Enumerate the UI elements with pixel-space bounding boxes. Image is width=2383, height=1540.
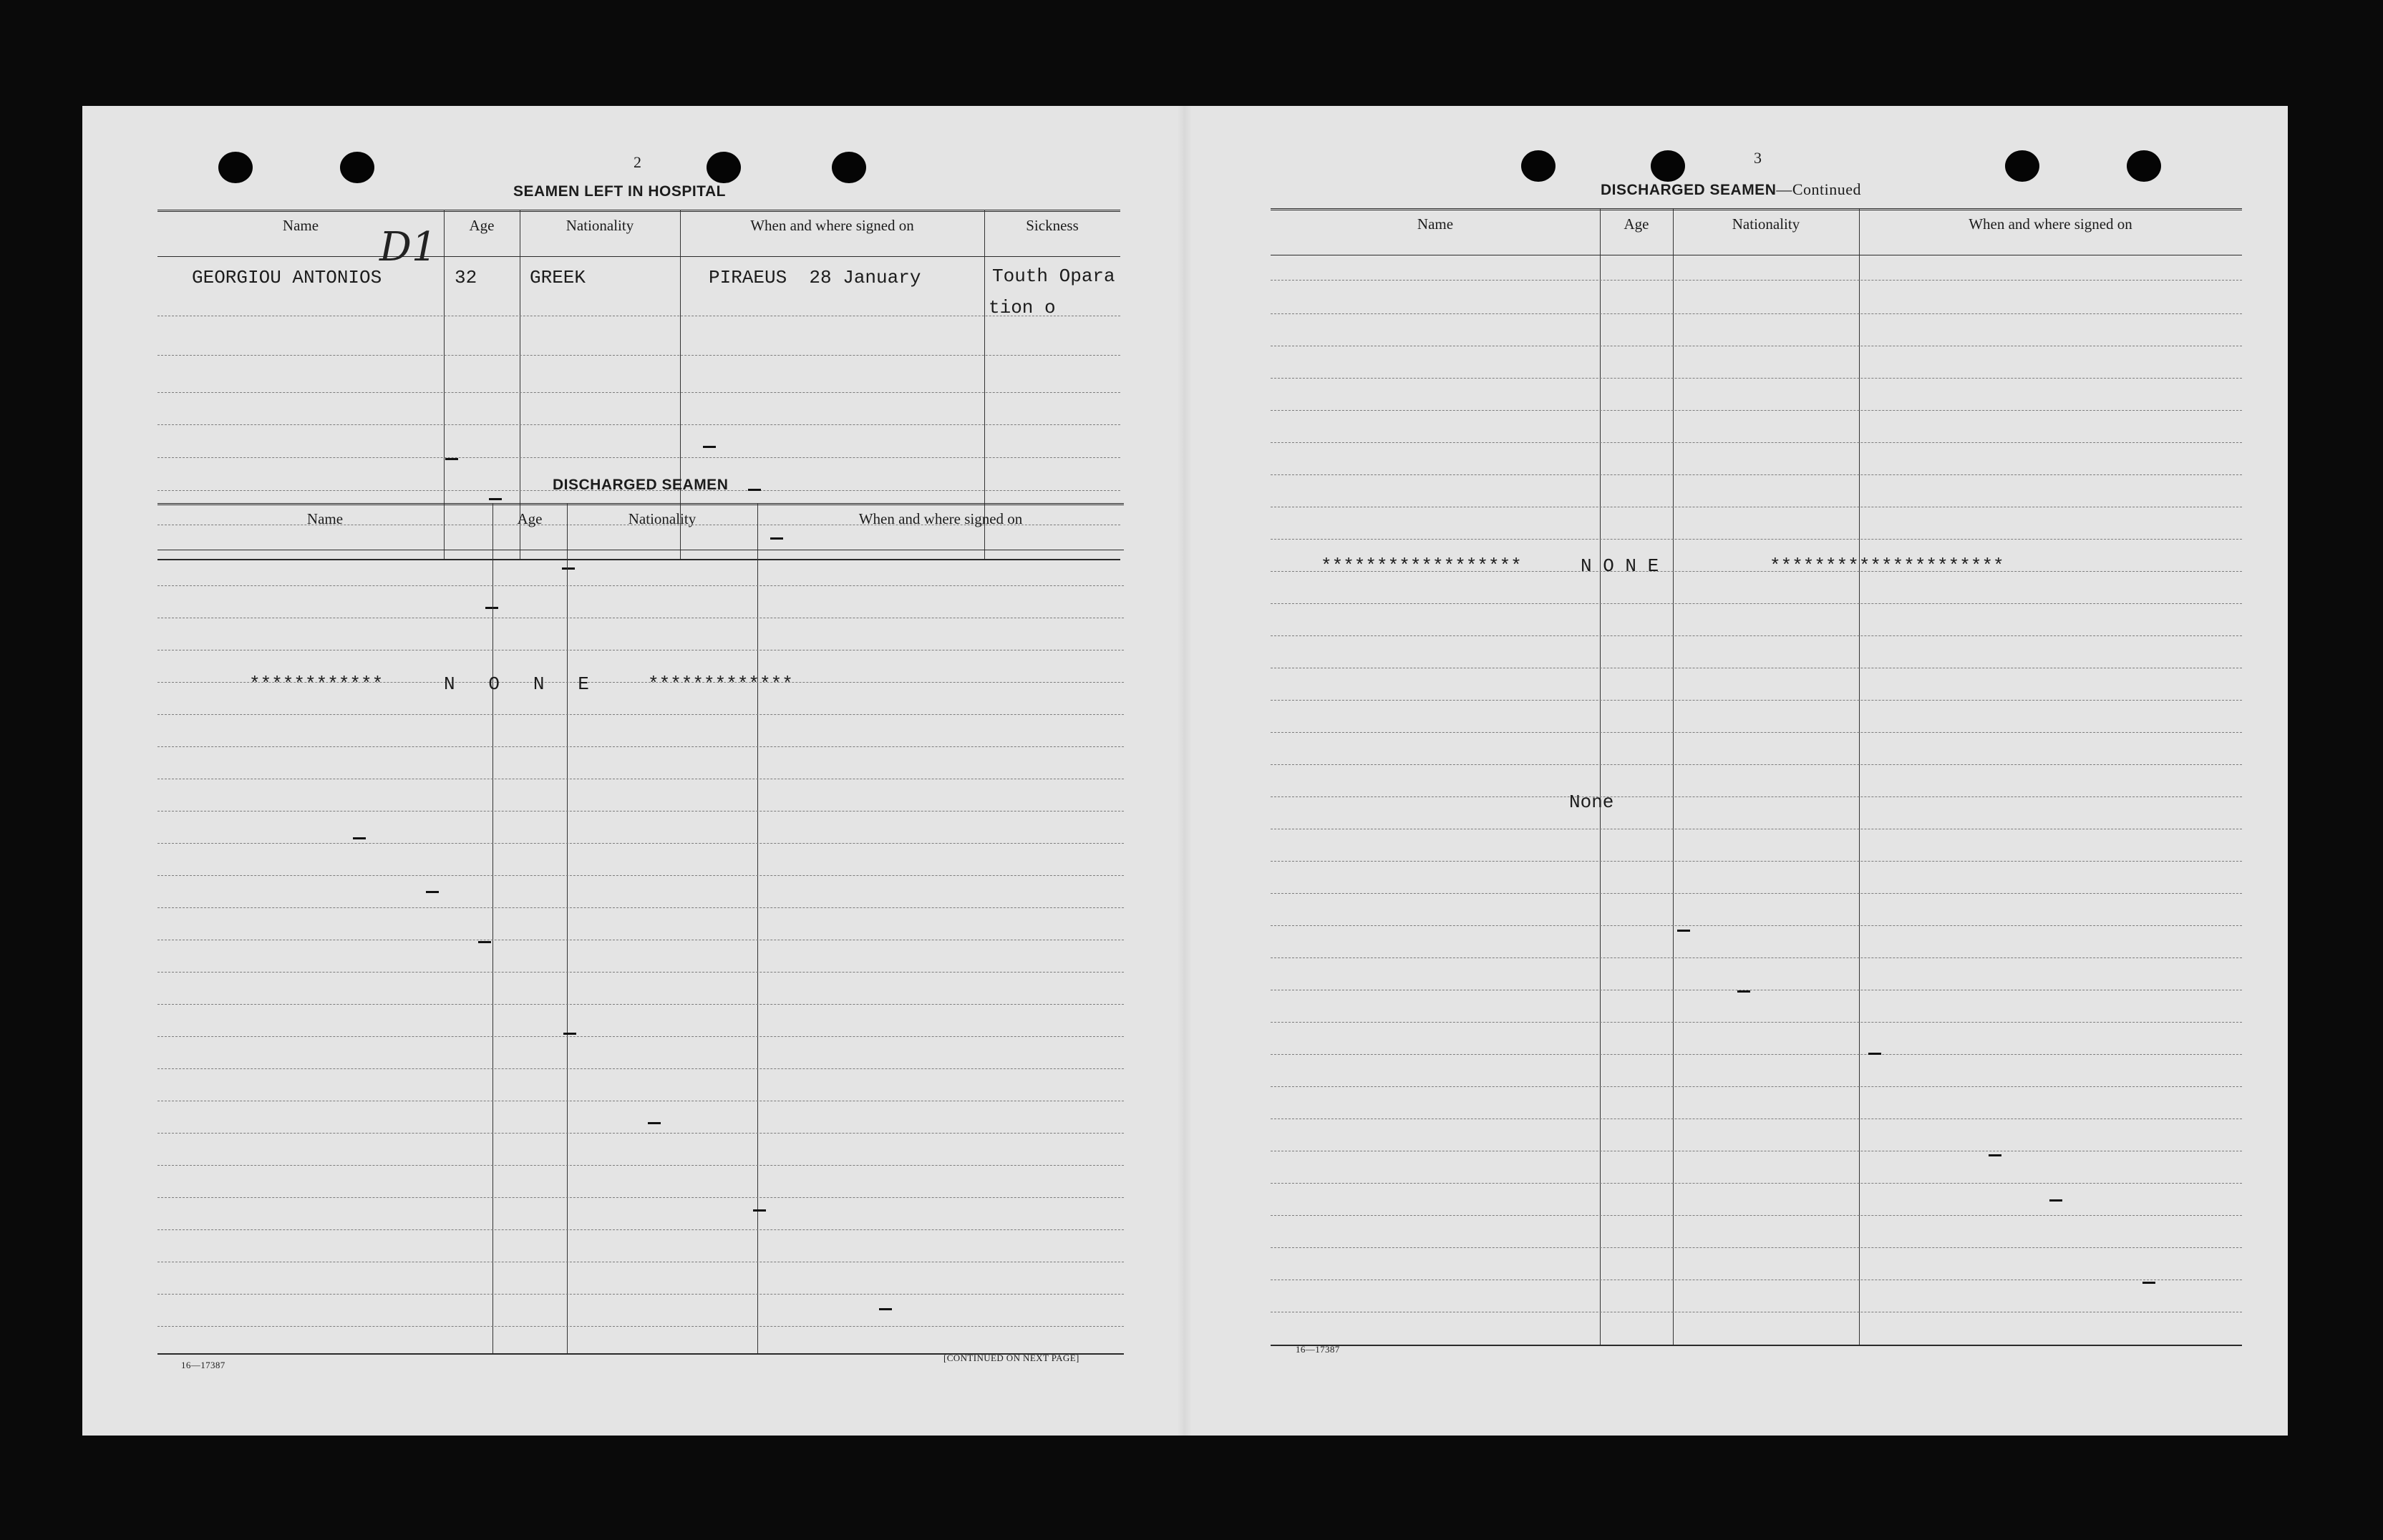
right-page (1185, 106, 2288, 1436)
discharged-section-title: DISCHARGED SEAMEN (553, 477, 729, 493)
punch-hole (1651, 150, 1685, 182)
header-signed-on: When and where signed on (1969, 215, 2132, 233)
header-name: Name (282, 217, 319, 234)
entry-nationality: GREEK (530, 267, 586, 288)
header-age: Age (517, 510, 543, 527)
header-name: Name (306, 510, 344, 527)
document-sheet (82, 106, 2288, 1436)
punch-hole (340, 152, 374, 183)
entry-sickness-line1: Touth Opara (992, 265, 1115, 287)
punch-hole (1521, 150, 1555, 182)
column-divider (492, 503, 493, 1355)
column-divider (1600, 208, 1601, 1346)
discharged-table (157, 503, 1124, 1355)
punch-hole (707, 152, 741, 183)
handwritten-mark: D1 (379, 224, 437, 271)
punch-hole (2127, 150, 2161, 182)
page-number: 2 (634, 153, 641, 171)
discharged-continued-table (1271, 208, 2242, 1346)
header-signed-on: When and where signed on (750, 217, 914, 234)
form-number: 16—17387 (181, 1360, 225, 1370)
header-nationality: Nationality (566, 217, 634, 234)
header-name: Name (1417, 215, 1454, 233)
punch-hole (2005, 150, 2039, 182)
form-number: 16—17387 (1296, 1344, 1340, 1355)
none-stars-left: ****************** (1321, 555, 1522, 577)
none-text: N O N E (444, 673, 589, 695)
column-divider (567, 503, 568, 1355)
continued-note: [CONTINUED ON NEXT PAGE] (943, 1353, 1079, 1363)
none-text: N O N E (1581, 555, 1659, 577)
column-divider (1859, 208, 1860, 1346)
punch-hole (832, 152, 866, 183)
entry-sickness-line2: tion o (989, 297, 1056, 318)
header-nationality: Nationality (628, 510, 697, 527)
entry-name: GEORGIOU ANTONIOS (192, 267, 382, 288)
entry-signed-on: PIRAEUS 28 January (709, 267, 921, 288)
none-stars-right: ********************* (1770, 555, 2004, 577)
none-word: None (1569, 791, 1614, 813)
left-page (82, 106, 1181, 1436)
column-divider (1673, 208, 1674, 1346)
hospital-section-title: SEAMEN LEFT IN HOSPITAL (513, 183, 726, 200)
header-sickness: Sickness (1026, 217, 1079, 234)
punch-hole (218, 152, 253, 183)
header-age: Age (469, 217, 495, 234)
none-stars-left: ************ (249, 673, 384, 695)
title-suffix: —Continued (1776, 180, 1862, 198)
column-divider (757, 503, 758, 1355)
title-text: DISCHARGED SEAMEN (1601, 182, 1777, 198)
entry-age: 32 (455, 267, 477, 288)
header-signed-on: When and where signed on (858, 510, 1023, 527)
header-nationality: Nationality (1732, 215, 1800, 233)
discharged-continued-title (1601, 180, 1861, 199)
header-age: Age (1624, 215, 1649, 233)
page-number: 3 (1754, 149, 1762, 167)
none-stars-right: ************* (648, 673, 793, 695)
